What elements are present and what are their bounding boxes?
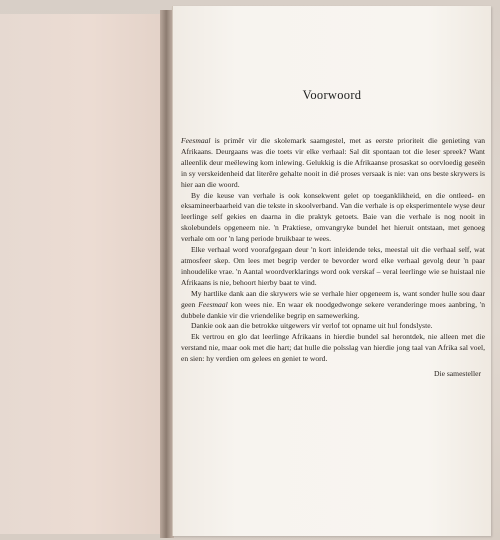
paragraph-5: Dankie ook aan die betrokke uitgewers vir verlof tot opname uit hul fondslyste. <box>191 321 433 331</box>
right-page <box>172 6 491 536</box>
paragraph-6: Ek vertrou en glo dat leerlinge Afrikaans in hierdie bundel sal herontdek, nie alleen met die verstand nie, maar ook met die hart; dat hulle die polsslag van hierdie jong taal van Afrika sal voel, en sien: hy verdien om gelees en geniet te word. <box>181 332 485 364</box>
paragraph-4: My hartlike dank aan die skrywers wie se verhale hier opgeneem is, want sonder hulle sou daar geen Feesmaal kon wees nie. En waar ek noodgedwonge sekere veranderinge moes aanbring, 'n dubbele dankie vir die vriendelike begrip en samewerking. <box>181 288 486 320</box>
book-title-emphasis: Feesmaal <box>181 136 211 145</box>
paragraph-2: By die keuse van verhale is ook konsekwent gelet op toeganklikheid, en die ontleed- en eksamineerbaarheid van die tekste in skoolverband. Van die verhale is op eksperimentele wyse deur leerlinge self gekies en daarna in die praktyk getoets. Baie van die verhale is nog nooit in skolebundels opgeneem nie. 'n Praktiese, omvangryke bundel het hieruit ontstaan, met genoeg verhale om oor 'n lang periode bruikbaar te wees. <box>181 190 485 244</box>
book-title-emphasis: Feesmaal <box>198 299 228 309</box>
foreword-text <box>181 136 485 380</box>
signature: Die samesteller <box>433 369 481 379</box>
left-page <box>0 14 166 534</box>
paragraph-3: Elke verhaal word voorafgegaan deur 'n kort inleidende teks, meestal uit die verhaal self, wat atmosfeer skep. Om lees met begrip verder te bevorder word elke verhaal gevolg deur 'n paar inhoudelike vrae. 'n Aantal woordverklarings word ook verskaf – veral leerlinge wie se huistaal nie Afrikaans is nie, behoort hierby baat te vind. <box>181 245 485 287</box>
paragraph-1: Feesmaal is primêr vir die skolemark saamgestel, met as eerste prioriteit die genieting van Afrikaans. Deurgaans was die toets vir elke verhaal: Sal dit spontaan tot die leser spreek? Want alleenlik deur meëlewing kom inlewing. Gelukkig is die Afrikaanse prosaskat so oorvloedig geseën in sy verskeidenheid dat literêre gehalte nooit in dié proses versaak is nie: van ons beste skrywers is hier aan die woord. <box>181 136 485 189</box>
page-title: Voorwoord <box>302 88 362 102</box>
